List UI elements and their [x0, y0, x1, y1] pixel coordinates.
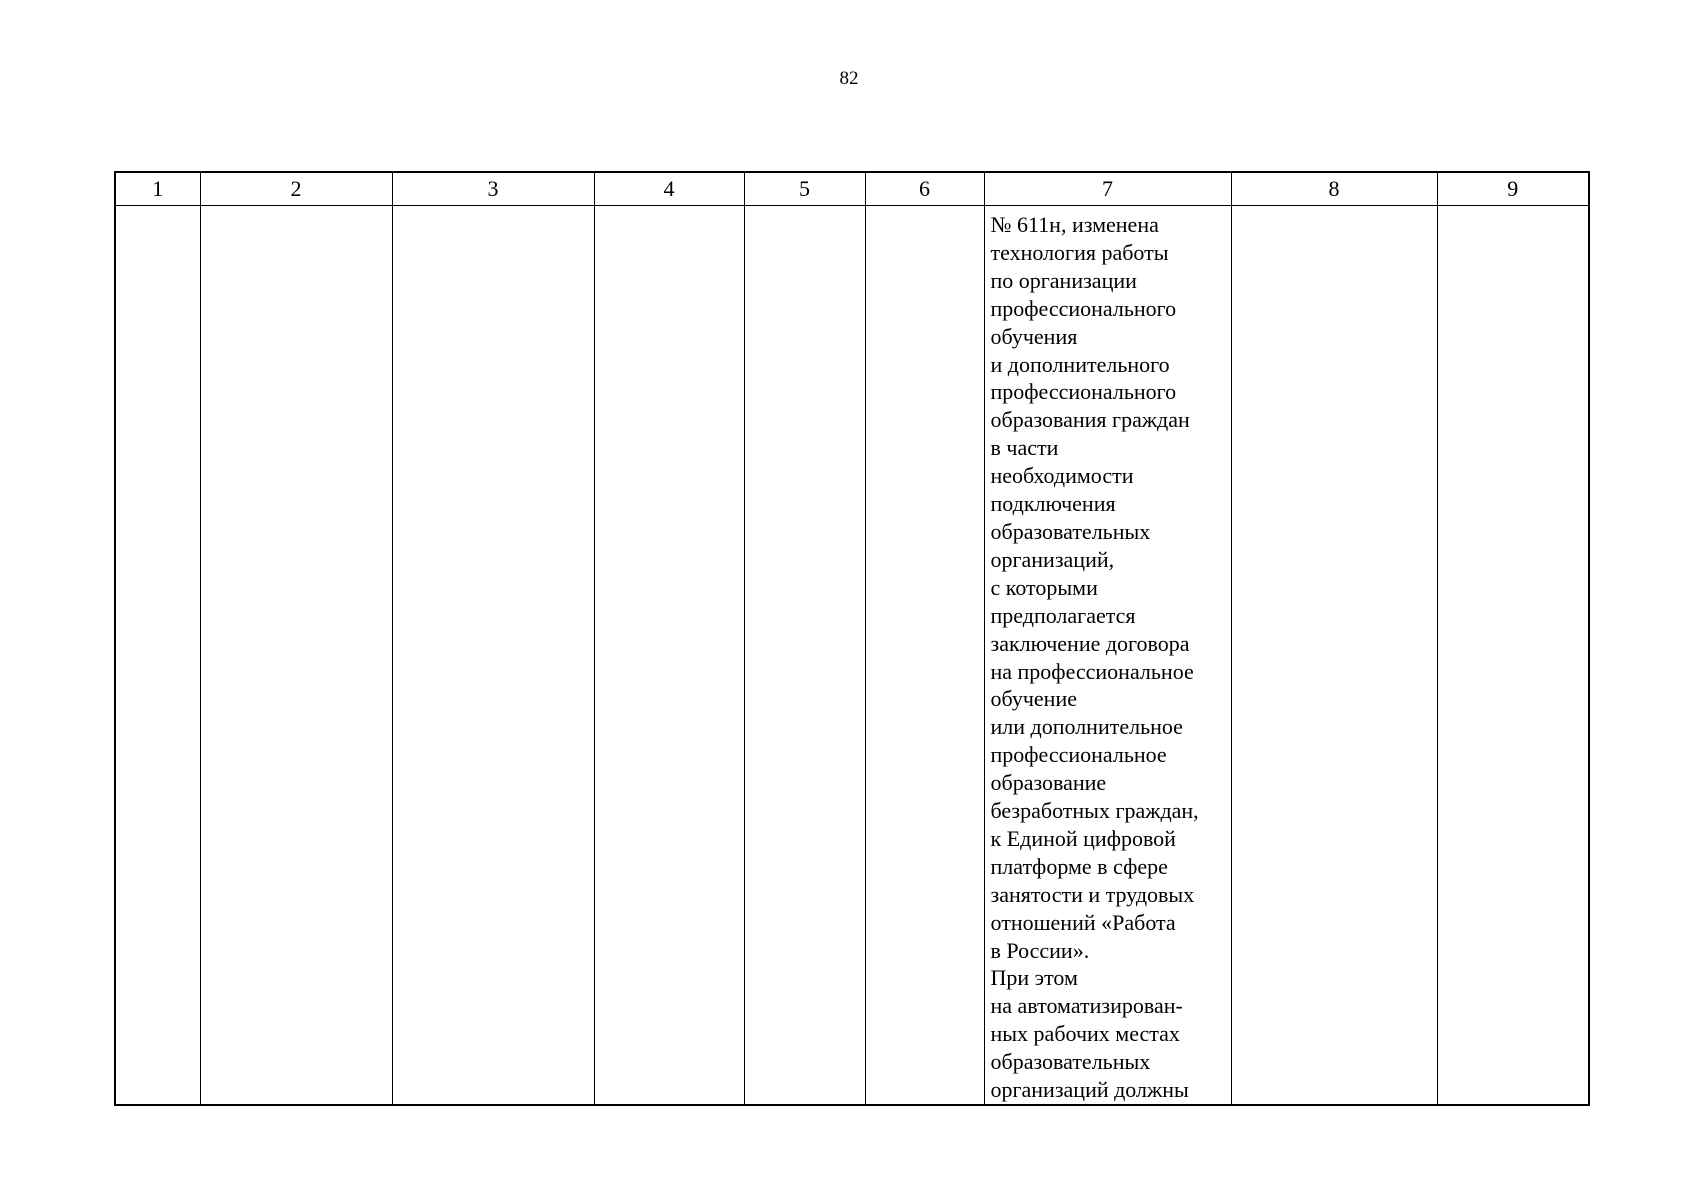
cell-text-line: с которыми — [990, 574, 1098, 600]
cell-text-line: или дополнительное — [990, 714, 1183, 740]
cell-text-line: профессиональное — [990, 742, 1167, 768]
cell-text-line: организаций должны — [990, 1077, 1189, 1103]
column-header-2: 2 — [200, 172, 392, 206]
cell-text-line: образовательных — [990, 1049, 1151, 1075]
cell-text-line: занятости и трудовых — [990, 881, 1195, 907]
cell-text-line: подключения — [990, 491, 1116, 517]
cell-text-line: к Единой цифровой — [990, 825, 1176, 851]
cell-text-line: профессионального — [990, 295, 1177, 321]
cell-text-line: обучения — [990, 323, 1078, 349]
cell-text-line: образование — [990, 770, 1107, 796]
column-header-4: 4 — [594, 172, 744, 206]
column-header-7: 7 — [984, 172, 1231, 206]
cell-col-3 — [392, 206, 594, 1106]
cell-text-line: на профессиональное — [990, 658, 1194, 684]
cell-col-8 — [1231, 206, 1437, 1106]
cell-text-line: и дополнительного — [990, 351, 1170, 377]
column-header-6: 6 — [865, 172, 984, 206]
cell-col-9 — [1437, 206, 1589, 1106]
document-table — [114, 171, 1590, 1106]
cell-text-line: образовательных — [990, 518, 1151, 544]
column-number-row — [115, 172, 1589, 206]
cell-text-line: отношений «Работа — [990, 909, 1176, 935]
cell-text-line: образования граждан — [990, 407, 1190, 433]
cell-text-line: При этом — [990, 965, 1078, 991]
column-header-1: 1 — [115, 172, 200, 206]
cell-text-line: № 611н, изменена — [990, 212, 1159, 237]
cell-col-2 — [200, 206, 392, 1106]
cell-col-7 — [984, 206, 1231, 1106]
column-header-8: 8 — [1231, 172, 1437, 206]
cell-col-7-text — [985, 206, 1231, 1104]
page-number: 82 — [839, 68, 859, 89]
cell-col-5 — [744, 206, 865, 1106]
cell-text-line: заключение договора — [990, 630, 1190, 656]
table-row — [115, 206, 1589, 1106]
cell-text-line: на автоматизирован- — [990, 993, 1183, 1019]
cell-text-line: платформе в сфере — [990, 853, 1168, 879]
cell-text-line: предполагается — [990, 602, 1136, 628]
cell-col-4 — [594, 206, 744, 1106]
cell-text-line: по организации — [990, 267, 1137, 293]
cell-text-line: необходимости — [990, 463, 1134, 489]
cell-col-6 — [865, 206, 984, 1106]
column-header-9: 9 — [1437, 172, 1589, 206]
column-header-5: 5 — [744, 172, 865, 206]
cell-text-line: в части — [990, 435, 1059, 461]
cell-text-line: технология работы — [990, 239, 1169, 265]
cell-text-line: организаций, — [990, 546, 1115, 572]
cell-text-line: ных рабочих местах — [990, 1021, 1180, 1047]
cell-text-line: профессионального — [990, 379, 1177, 405]
cell-text-line: в России». — [990, 937, 1090, 963]
cell-text-line: безработных граждан, — [990, 798, 1199, 824]
column-header-3: 3 — [392, 172, 594, 206]
cell-col-1 — [115, 206, 200, 1106]
cell-text-line: обучение — [990, 686, 1077, 712]
